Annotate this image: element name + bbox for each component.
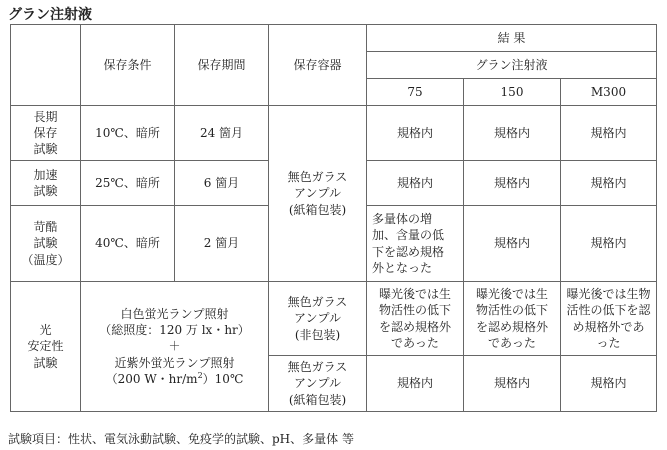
accelerated-conditions: 25℃、暗所 (81, 161, 175, 206)
stability-table (10, 24, 657, 412)
light-boxed-result-75: 規格内 (367, 356, 464, 412)
header-period: 保存期間 (175, 25, 269, 106)
header-container: 保存容器 (269, 25, 367, 106)
severe-result-75: 多量体の増 加、含量の低 下を認め規格 外となった (367, 206, 464, 282)
long-term-result-150: 規格内 (464, 106, 561, 161)
accelerated-result-75: 規格内 (367, 161, 464, 206)
severe-period: 2 箇月 (175, 206, 269, 282)
accelerated-result-m300: 規格内 (561, 161, 657, 206)
footnote: 試験項目：性状、電気泳動試験、免疫学的試験、pH、多量体 等 (8, 432, 354, 446)
light-container-unpackaged: 無色ガラス アンプル (非包装) (269, 282, 367, 356)
severe-conditions: 40℃、暗所 (81, 206, 175, 282)
row-label-accelerated: 加速 試験 (11, 161, 81, 206)
light-container-boxed: 無色ガラス アンプル (紙箱包装) (269, 356, 367, 412)
header-product: グラン注射液 (367, 52, 657, 79)
accelerated-period: 6 箇月 (175, 161, 269, 206)
light-unpackaged-result-m300: 曝光後では生物 活性の低下を認 め規格外であ った (561, 282, 657, 356)
header-col-150: 150 (464, 79, 561, 106)
light-boxed-result-m300: 規格内 (561, 356, 657, 412)
accelerated-result-150: 規格内 (464, 161, 561, 206)
header-empty-cell (11, 25, 81, 106)
header-col-75: 75 (367, 79, 464, 106)
row-label-severe: 苛酷 試験 （温度） (11, 206, 81, 282)
long-term-period: 24 箇月 (175, 106, 269, 161)
page-title: グラン注射液 (8, 7, 92, 23)
severe-result-m300: 規格内 (561, 206, 657, 282)
long-term-result-m300: 規格内 (561, 106, 657, 161)
header-results: 結 果 (367, 25, 657, 52)
shared-container-cell: 無色ガラス アンプル (紙箱包装) (269, 106, 367, 282)
long-term-conditions: 10℃、暗所 (81, 106, 175, 161)
row-label-light: 光 安定性 試験 (11, 282, 81, 412)
row-label-long-term: 長期 保存 試験 (11, 106, 81, 161)
light-conditions: 白色蛍光ランプ照射 （総照度：120 万 lx・hr） ＋ 近紫外蛍光ランプ照射 （200 W・$hr/m^2)10℃$ (81, 282, 269, 412)
light-boxed-result-150: 規格内 (464, 356, 561, 412)
severe-result-150: 規格内 (464, 206, 561, 282)
light-unpackaged-result-75: 曝光後では生 物活性の低下 を認め規格外 であった (367, 282, 464, 356)
light-unpackaged-result-150: 曝光後では生 物活性の低下 を認め規格外 であった (464, 282, 561, 356)
header-col-m300: M300 (561, 79, 657, 106)
header-conditions: 保存条件 (81, 25, 175, 106)
long-term-result-75: 規格内 (367, 106, 464, 161)
